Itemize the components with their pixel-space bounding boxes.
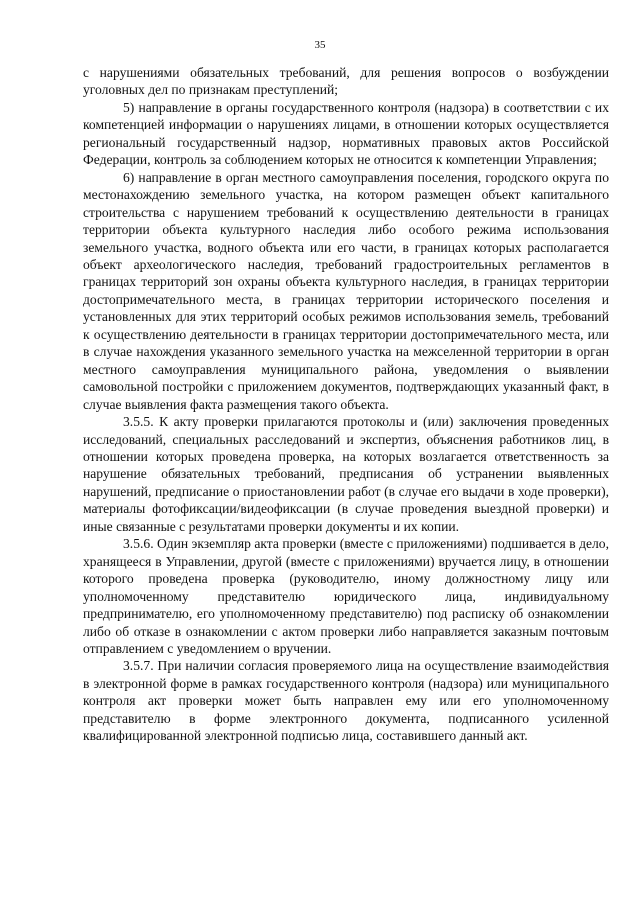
- paragraph-continuation: с нарушениями обязательных требований, для решения вопросов о возбуждении уголовных дел по признакам преступлений;: [83, 65, 609, 98]
- paragraph-clause-3-5-7: 3.5.7. При наличии согласия проверяемого лица на осуществление взаимодействия в электронной форме в рамках государственного контроля (надзора) или муниципального контроля акт проверки может быть направлен ему или его уполномоченному представителю в форме электронного документа, подписанного усиленной квалифицированной электронной подписью лица, составившего данный акт.: [83, 658, 609, 744]
- paragraph-clause-3-5-5: 3.5.5. К акту проверки прилагаются протоколы и (или) заключения проведенных исследований, специальных расследований и экспертиз, объяснения работников лиц, в отношении которых проведена проверка, на которых возлагается ответственность за нарушение обязательных требований, предписания об устранении выявленных нарушений, предписание о приостановлении работ (в случае его выдачи в ходе проверки), материалы фотофиксации/видеофиксации (в случае проведения выездной проверки) и иные связанные с результатами проверки документы и их копии.: [83, 414, 609, 534]
- paragraph-item-6: 6) направление в орган местного самоуправления поселения, городского округа по местонахождению земельного участка, на котором размещен объект капитального строительства с нарушением требований к осуществлению деятельности в границах территории объекта культурного наследия либо особого режима использования земельного участка, водного объекта или его части, в границах которых располагается объект археологического наследия, требований градостроительных регламентов в границах территорий зон охраны объекта культурного наследия, в границах территории достопримечательного места, в границах территории исторического поселения и установленных для этих территорий особых режимов использования земель, требований к осуществлению деятельности в границах территории достопримечательного места, или в случае нахождения указанного земельного участка на межселенной территории в орган местного самоуправления муниципального района, уведомления о выявлении самовольной постройки с приложением документов, подтверждающих указанный факт, в случае выявления факта размещения такого объекта.: [83, 169, 609, 412]
- paragraph-clause-3-5-6: 3.5.6. Один экземпляр акта проверки (вместе с приложениями) подшивается в дело, хранящееся в Управлении, другой (вместе с приложениями) вручается лицу, в отношении которого проведена проверка (руководителю, иному должностному лицу или уполномоченному представителю юридического лица, индивидуальному предпринимателю, его уполномоченному представителю) под расписку об ознакомлении либо об отказе в ознакомлении с актом проверки либо направляется заказным почтовым отправлением с уведомлением о вручении.: [83, 536, 609, 656]
- paragraph-item-5: 5) направление в органы государственного контроля (надзора) в соответствии с их компетенцией информации о нарушениях лицами, в отношении которых осуществляется региональный государственный надзор, нормативных правовых актов Российской Федерации, контроль за соблюдением которых не относится к компетенции Управления;: [83, 99, 609, 168]
- page-number: 35: [314, 39, 326, 51]
- document-body: [83, 64, 609, 745]
